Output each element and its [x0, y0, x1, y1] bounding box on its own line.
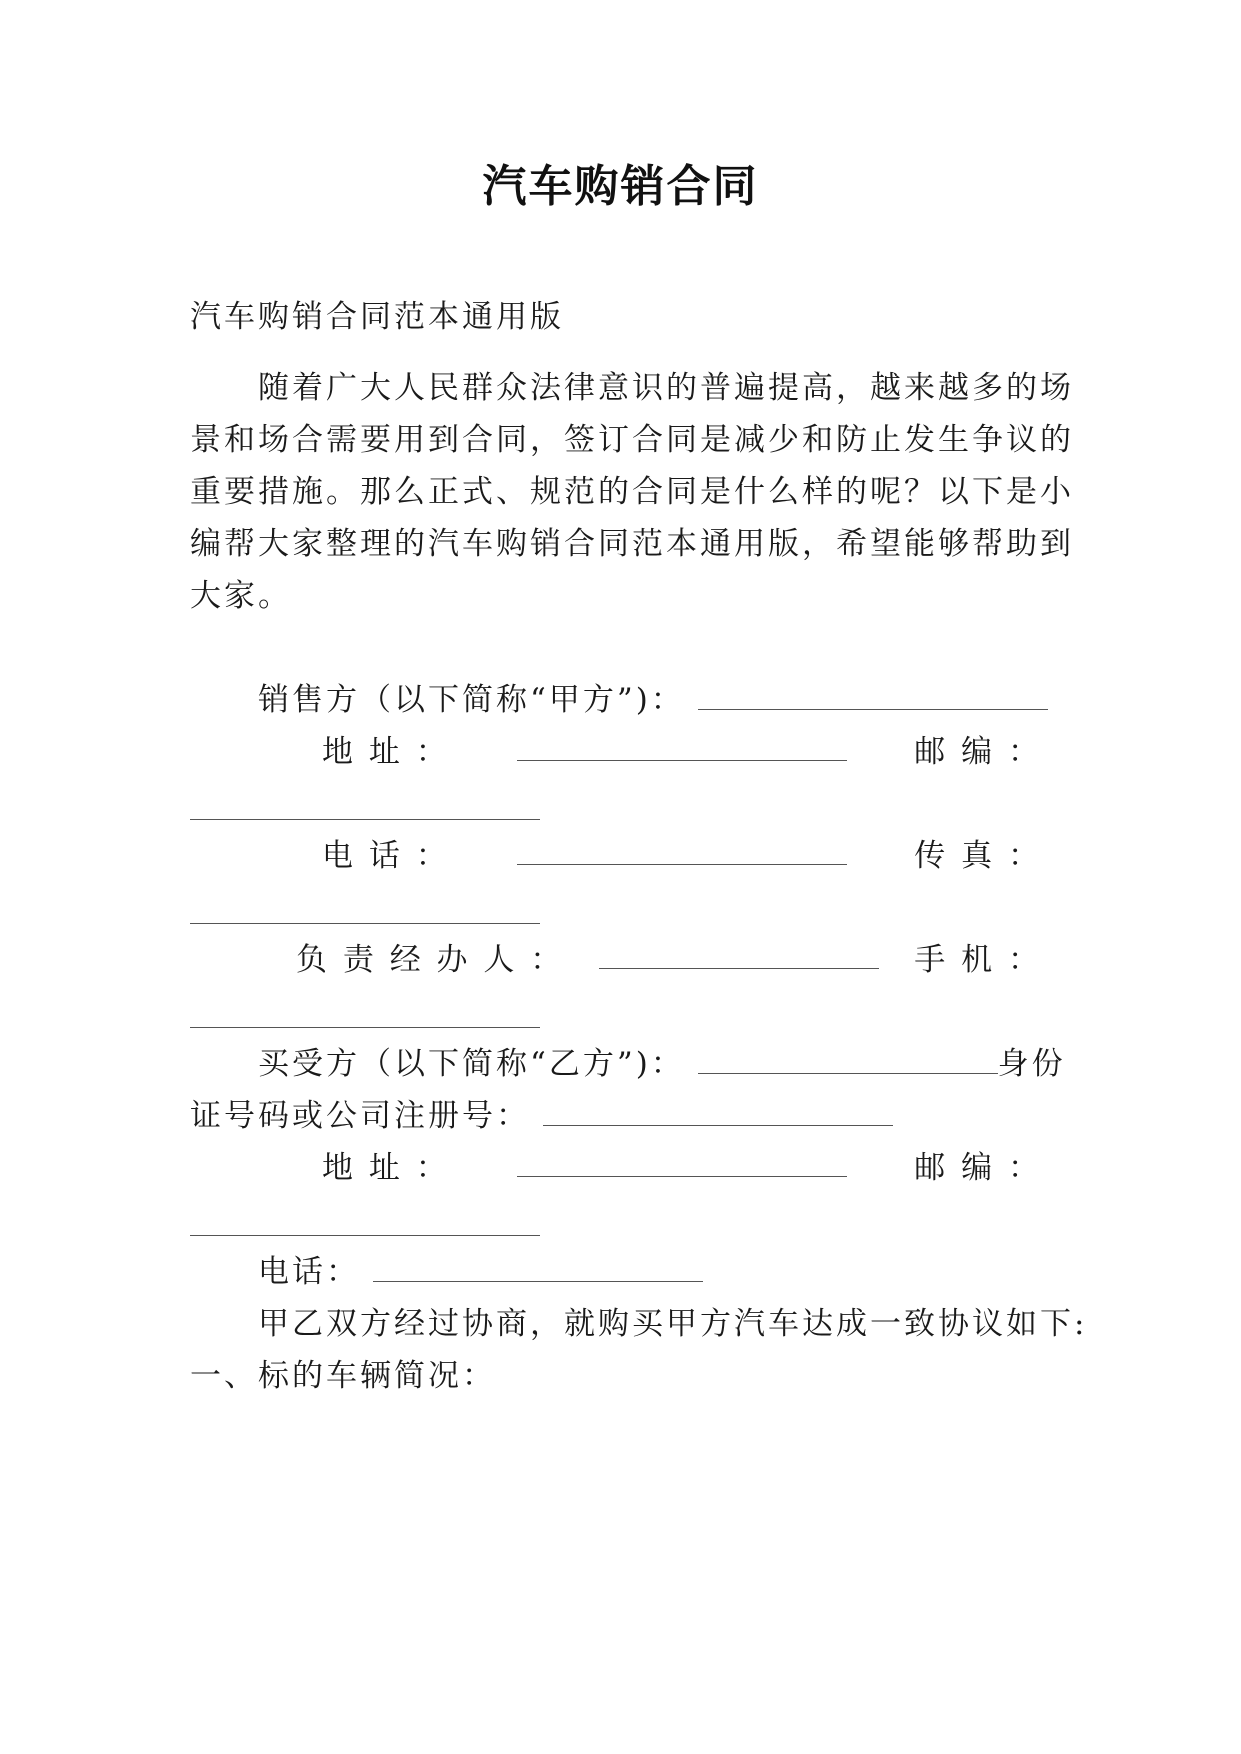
buyer-address-row: [322, 1148, 1042, 1188]
buyer-id-blank[interactable]: [543, 1097, 893, 1126]
intro-line-5: 大家。: [190, 578, 292, 614]
buyer-postcode-blank[interactable]: [190, 1207, 540, 1236]
seller-phone-row: [322, 836, 1042, 876]
seller-address-row: [322, 732, 1042, 772]
seller-address-blank[interactable]: [517, 732, 847, 761]
buyer-name-blank[interactable]: [698, 1045, 998, 1074]
intro-line-2: 景和场合需要用到合同，签订合同是减少和防止发生争议的: [190, 422, 1074, 458]
fax-label: 传 真 ：: [914, 838, 1042, 874]
address-label: 地 址 ：: [322, 734, 450, 770]
seller-name-blank[interactable]: [698, 681, 1048, 710]
buyer-id-row: [190, 1096, 893, 1136]
seller-mobile-blank[interactable]: [190, 999, 540, 1028]
mobile-label: 手 机 ：: [914, 942, 1042, 978]
buyer-address-blank[interactable]: [517, 1148, 847, 1177]
section-one-heading: 一、标的车辆简况：: [190, 1358, 496, 1394]
buyer-id-tail: 身份: [997, 1046, 1066, 1082]
seller-postcode-row: [190, 790, 540, 830]
buyer-phone-blank[interactable]: [373, 1253, 703, 1282]
agreement-line: 甲乙双方经过协商，就购买甲方汽车达成一致协议如下:: [258, 1306, 1088, 1342]
seller-handler-row: [296, 940, 1042, 980]
seller-label: 销售方（以下简称“甲方”)：: [258, 682, 685, 718]
seller-fax-row: [190, 894, 540, 934]
intro-line-3: 重要措施。那么正式、规范的合同是什么样的呢？以下是小: [190, 474, 1074, 510]
buyer-label: 买受方（以下简称“乙方”)：: [258, 1046, 685, 1082]
seller-row: [258, 680, 1048, 720]
document-title: 汽车购销合同: [482, 161, 759, 212]
buyer-row: [258, 1044, 1066, 1084]
seller-phone-blank[interactable]: [517, 836, 847, 865]
buyer-phone-row: [258, 1252, 703, 1292]
buyer-postcode-label: 邮 编 ：: [914, 1150, 1042, 1186]
seller-postcode-blank[interactable]: [190, 791, 540, 820]
seller-fax-blank[interactable]: [190, 895, 540, 924]
phone-label: 电 话 ：: [322, 838, 450, 874]
handler-label: 负 责 经 办 人 ：: [296, 942, 565, 978]
buyer-phone-label: 电话：: [258, 1254, 360, 1290]
intro-line-4: 编帮大家整理的汽车购销合同范本通用版，希望能够帮助到: [190, 526, 1074, 562]
buyer-address-label: 地 址 ：: [322, 1150, 450, 1186]
seller-mobile-row: [190, 998, 540, 1038]
document-subtitle: 汽车购销合同范本通用版: [190, 299, 564, 335]
intro-line-1: 随着广大人民群众法律意识的普遍提高，越来越多的场: [258, 370, 1074, 406]
seller-handler-blank[interactable]: [599, 940, 879, 969]
buyer-postcode-row: [190, 1206, 540, 1246]
postcode-label: 邮 编 ：: [914, 734, 1042, 770]
buyer-id-label: 证号码或公司注册号：: [190, 1098, 530, 1134]
